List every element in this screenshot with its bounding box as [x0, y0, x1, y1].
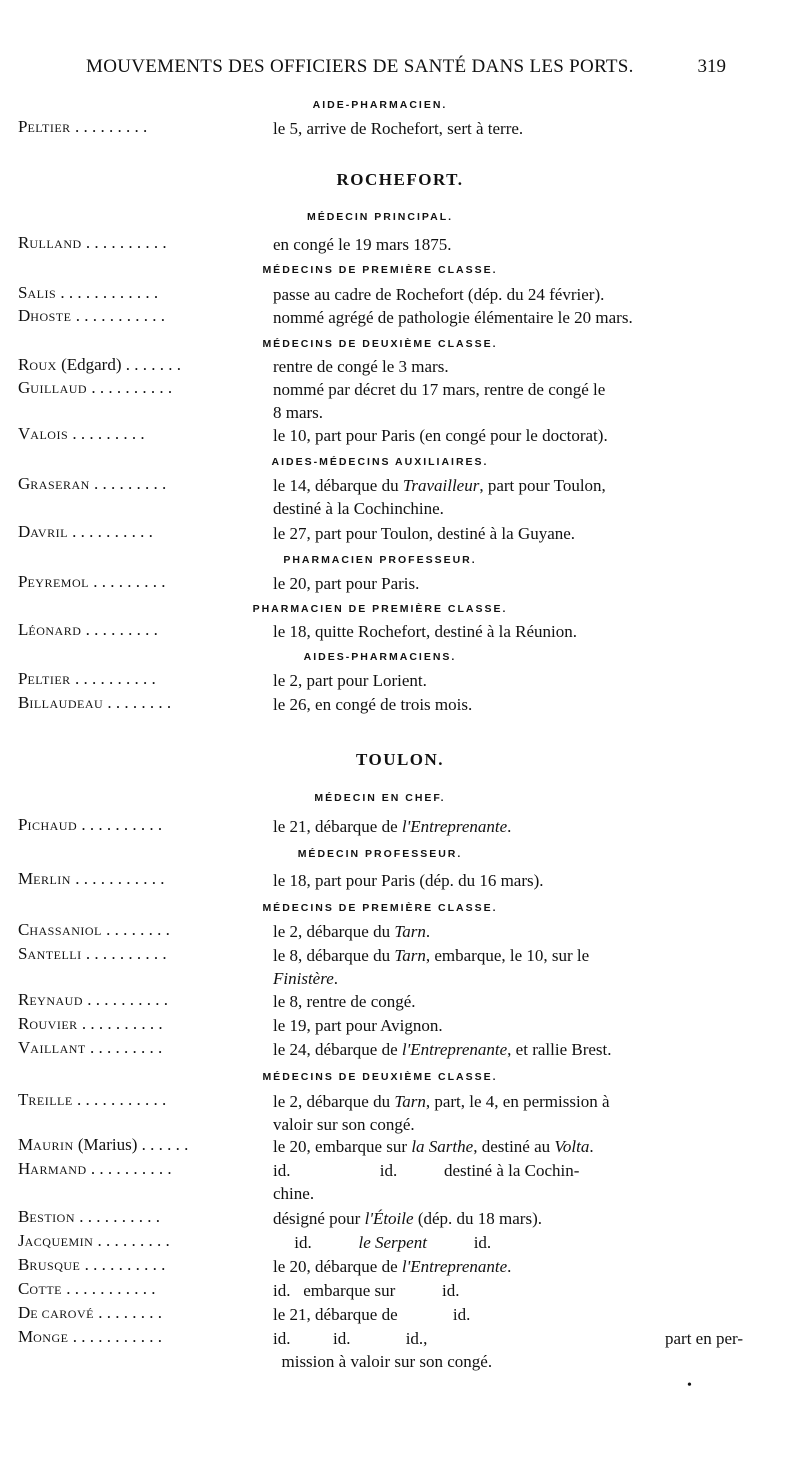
- rank-heading: AIDES-MÉDECINS AUXILIAIRES.: [271, 456, 489, 468]
- officer-entry: [18, 1135, 732, 1159]
- officer-name: MERLIN . . . . . . . . . . .: [18, 869, 165, 888]
- leader-dots: . . . . . . . . .: [90, 1038, 163, 1057]
- rank-heading: MÉDECIN EN CHEF.: [314, 792, 446, 804]
- section-heading: ROCHEFORT.: [336, 170, 464, 189]
- officer-name: SANTELLI . . . . . . . . . .: [18, 944, 167, 963]
- movement-text: le 14, débarque du Travailleur, part pour Toulon, destiné à la Cochinchine.: [273, 476, 606, 518]
- officer-name: VALOIS . . . . . . . . .: [18, 424, 145, 443]
- rank-heading: PHARMACIEN PROFESSEUR.: [283, 554, 477, 566]
- leader-dots: . . . . . . . . . .: [74, 669, 156, 688]
- leader-dots: . . . . . . . . . . .: [76, 1090, 167, 1109]
- leader-dots: . . . . . . . . . .: [85, 233, 167, 252]
- movement-text: le 2, débarque du Tarn, part, le 4, en permission à valoir sur son congé.: [273, 1092, 610, 1134]
- leader-dots: . . . . . . . . . .: [91, 378, 173, 397]
- leader-dots: . . . . . . . . .: [94, 474, 167, 493]
- officer-entry: [18, 693, 732, 717]
- officer-name: SALIS . . . . . . . . . . . .: [18, 283, 159, 302]
- movement-text: le 2, part pour Lorient.: [273, 671, 427, 690]
- leader-dots: . . . . . . . . . . .: [75, 306, 165, 325]
- leader-dots: . . . . . . . .: [98, 1303, 162, 1322]
- leader-dots: . . . . . .: [141, 1135, 189, 1154]
- officer-entry: [18, 1038, 732, 1062]
- officer-entry: [18, 1159, 732, 1203]
- rank-heading: AIDES-PHARMACIENS.: [303, 651, 457, 663]
- movement-text: le 18, quitte Rochefort, destiné à la Réunion.: [273, 622, 578, 641]
- leader-dots: . . . . . . . . .: [74, 117, 148, 136]
- movement-text: le 21, débarque de l'Entreprenante.: [273, 817, 512, 836]
- movement-text: en congé le 19 mars 1875.: [273, 235, 452, 254]
- officer-name: HARMAND . . . . . . . . . .: [18, 1159, 172, 1178]
- officer-name: REYNAUD . . . . . . . . . .: [18, 990, 169, 1009]
- movement-text: le 21, débarque de id.: [273, 1305, 471, 1324]
- rank-heading: MÉDECINS DE PREMIÈRE CLASSE.: [262, 264, 498, 276]
- movement-text: le 26, en congé de trois mois.: [273, 695, 473, 714]
- officer-entry: [18, 1231, 732, 1255]
- movement-text: le 5, arrive de Rochefort, sert à terre.: [273, 119, 524, 138]
- movement-text: le 27, part pour Toulon, destiné à la Guyane.: [273, 524, 576, 543]
- officer-entry: [18, 869, 732, 893]
- officer-entry: [18, 1303, 732, 1327]
- leader-dots: . . . . . . . . . . .: [72, 1327, 162, 1346]
- officer-entry: [18, 572, 732, 596]
- officer-name: PELTIER . . . . . . . . .: [18, 117, 148, 136]
- officer-name: JACQUEMIN . . . . . . . . .: [18, 1231, 170, 1250]
- movement-text: désigné pour l'Étoile (dép. du 18 mars).: [273, 1209, 542, 1228]
- movement-text: le 20, débarque de l'Entreprenante.: [273, 1257, 512, 1276]
- leader-dots: . . . . . . . . .: [72, 424, 145, 443]
- movement-text: le 18, part pour Paris (dép. du 16 mars).: [273, 871, 544, 890]
- officer-name: BRUSQUE . . . . . . . . . .: [18, 1255, 166, 1274]
- leader-dots: . . . . . . . . . . . .: [60, 283, 159, 302]
- officer-entry: [18, 1327, 743, 1371]
- movement-text: le 10, part pour Paris (en congé pour le doctorat).: [273, 426, 608, 445]
- officer-entry: [18, 944, 732, 988]
- officer-name: RULLAND . . . . . . . . . .: [18, 233, 167, 252]
- officer-entry: [18, 990, 732, 1014]
- officer-name: VAILLANT . . . . . . . . .: [18, 1038, 163, 1057]
- officer-name: DHOSTE . . . . . . . . . . .: [18, 306, 165, 325]
- officer-entry: [18, 283, 732, 307]
- officer-entry: [18, 378, 732, 422]
- section-heading: TOULON.: [355, 750, 445, 769]
- officer-name: MAURIN (Marius) . . . . . .: [18, 1135, 189, 1154]
- officer-name: MONGE . . . . . . . . . . .: [18, 1327, 162, 1346]
- officer-name: LÉONARD . . . . . . . . .: [18, 620, 158, 639]
- leader-dots: . . . . . . . . . .: [79, 1207, 161, 1226]
- leader-dots: . . . . . . . . . .: [81, 1014, 163, 1033]
- officer-entry: [18, 424, 732, 448]
- officer-entry: [18, 355, 732, 379]
- leader-dots: . . . . . . . .: [106, 920, 170, 939]
- running-header: [86, 56, 726, 90]
- officer-entry: [18, 1207, 732, 1231]
- movement-text: le 8, rentre de congé.: [273, 992, 416, 1011]
- leader-dots: . . . . . . . . . .: [90, 1159, 172, 1178]
- officer-entry: [18, 669, 732, 693]
- officer-name: PICHAUD . . . . . . . . . .: [18, 815, 163, 834]
- officer-name: TREILLE . . . . . . . . . . .: [18, 1090, 167, 1109]
- header-title: MOUVEMENTS DES OFFICIERS DE SANTÉ DANS LES PORTS.: [86, 56, 634, 77]
- movement-text: id. id. id., part en per- mission à valoir sur son congé.: [273, 1329, 743, 1371]
- leader-dots: . . . . . . . .: [107, 693, 172, 712]
- movement-text: le 24, débarque de l'Entreprenante, et rallie Brest.: [273, 1040, 612, 1059]
- officer-entry: [18, 233, 732, 257]
- leader-dots: . . . . . . . . . .: [72, 522, 153, 541]
- leader-dots: . . . . . . . . . .: [85, 944, 167, 963]
- officer-name: BILLAUDEAU . . . . . . . .: [18, 693, 172, 712]
- page-number: 319: [697, 56, 726, 77]
- movement-text: id. le Serpent id.: [273, 1233, 492, 1252]
- officer-entry: [18, 620, 732, 644]
- movement-text: passe au cadre de Rochefort (dép. du 24 février).: [273, 285, 605, 304]
- officer-entry: [18, 306, 732, 330]
- leader-dots: . . . . . . . . .: [93, 572, 166, 591]
- officer-name: COTTE . . . . . . . . . . .: [18, 1279, 156, 1298]
- officer-entry: [18, 1279, 732, 1303]
- rank-heading: MÉDECIN PRINCIPAL.: [306, 211, 454, 223]
- leader-dots: . . . . . . .: [125, 355, 182, 374]
- movement-text: le 20, part pour Paris.: [273, 574, 420, 593]
- officer-entry: [18, 1014, 732, 1038]
- leader-dots: . . . . . . . . . .: [84, 1255, 166, 1274]
- rank-heading: AIDE-PHARMACIEN.: [312, 99, 448, 111]
- rank-heading: MÉDECIN PROFESSEUR.: [297, 848, 463, 860]
- movement-text: le 8, débarque du Tarn, embarque, le 10, sur le Finistère.: [273, 946, 590, 988]
- movement-text: nommé par décret du 17 mars, rentre de congé le 8 mars.: [273, 380, 606, 422]
- officer-name: GUILLAUD . . . . . . . . . .: [18, 378, 173, 397]
- officer-name: ROUVIER . . . . . . . . . .: [18, 1014, 163, 1033]
- leader-dots: . . . . . . . . . .: [87, 990, 169, 1009]
- rank-heading: MÉDECINS DE DEUXIÈME CLASSE.: [262, 1071, 498, 1083]
- leader-dots: . . . . . . . . .: [97, 1231, 170, 1250]
- rank-heading: MÉDECINS DE PREMIÈRE CLASSE.: [262, 902, 498, 914]
- officer-entry: [18, 815, 732, 839]
- officer-entry: [18, 920, 732, 944]
- movement-text: nommé agrégé de pathologie élémentaire le 20 mars.: [273, 308, 633, 327]
- rank-heading: PHARMACIEN DE PREMIÈRE CLASSE.: [252, 603, 508, 615]
- movement-text: rentre de congé le 3 mars.: [273, 357, 449, 376]
- officer-name: PELTIER . . . . . . . . . .: [18, 669, 156, 688]
- officer-name: DE CAROVÉ . . . . . . . .: [18, 1303, 162, 1322]
- ink-dot: •: [687, 1378, 692, 1393]
- officer-name: PEYREMOL . . . . . . . . .: [18, 572, 166, 591]
- movement-text: id. embarque sur id.: [273, 1281, 460, 1300]
- officer-entry: [18, 522, 732, 546]
- movement-text: le 19, part pour Avignon.: [273, 1016, 443, 1035]
- leader-dots: . . . . . . . . . . .: [66, 1279, 156, 1298]
- officer-name: DAVRIL . . . . . . . . . .: [18, 522, 153, 541]
- officer-entry: [18, 474, 732, 518]
- officer-name: GRASERAN . . . . . . . . .: [18, 474, 167, 493]
- leader-dots: . . . . . . . . .: [85, 620, 158, 639]
- officer-entry: [18, 1255, 732, 1279]
- leader-dots: . . . . . . . . . . .: [75, 869, 165, 888]
- officer-entry: [18, 117, 732, 141]
- officer-entry: [18, 1090, 732, 1134]
- rank-heading: MÉDECINS DE DEUXIÈME CLASSE.: [262, 338, 498, 350]
- officer-name: CHASSANIOL . . . . . . . .: [18, 920, 170, 939]
- movement-text: le 2, débarque du Tarn.: [273, 922, 431, 941]
- movement-text: le 20, embarque sur la Sarthe, destiné au Volta.: [273, 1137, 594, 1156]
- officer-name: ROUX (Edgard) . . . . . . .: [18, 355, 182, 374]
- leader-dots: . . . . . . . . . .: [81, 815, 163, 834]
- movement-text: id. id. destiné à la Cochin- chine.: [273, 1161, 580, 1203]
- officer-name: BESTION . . . . . . . . . .: [18, 1207, 161, 1226]
